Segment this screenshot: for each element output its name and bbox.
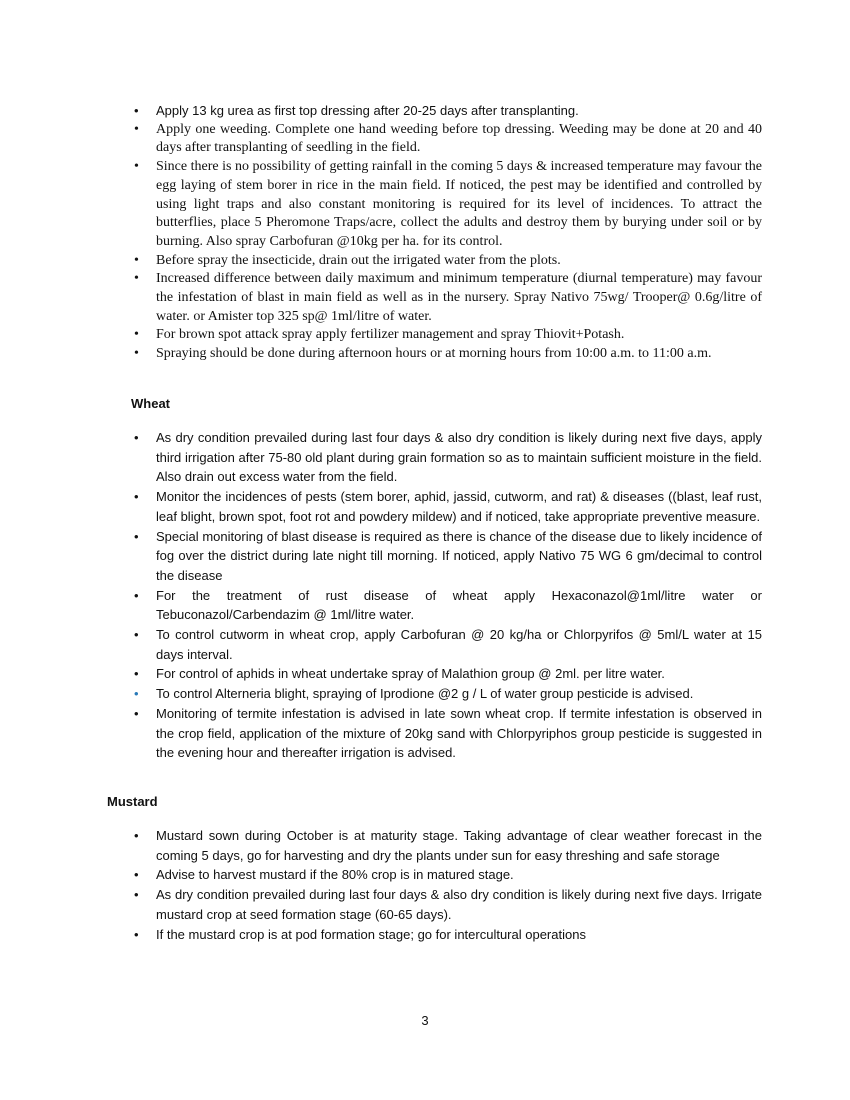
section-heading-mustard: Mustard <box>107 794 158 809</box>
list-item <box>134 664 762 684</box>
list-item <box>134 885 762 924</box>
list-item-text: As dry condition prevailed during last four days & also dry condition is likely during next five days. Irrigate mustard crop at seed formation stage (60-65 days). <box>156 887 762 922</box>
bullet-icon: • <box>134 252 139 268</box>
list-item-text: Mustard sown during October is at maturity stage. Taking advantage of clear weather forecast in the coming 5 days, go for harvesting and dry the plants under sun for easy threshing and safe storage <box>156 828 762 863</box>
mustard-advisory-list <box>134 826 762 944</box>
list-item-text: To control cutworm in wheat crop, apply Carbofuran @ 20 kg/ha or Chlorpyrifos @ 5ml/L water at 15 days interval. <box>156 627 762 662</box>
list-item-text: To control Alterneria blight, spraying of Iprodione @2 g / L of water group pesticide is advised. <box>156 686 694 702</box>
bullet-icon: • <box>134 346 139 362</box>
bullet-icon: • <box>134 489 139 505</box>
list-item <box>134 428 762 487</box>
list-item <box>134 326 762 345</box>
bullet-icon: • <box>134 705 139 721</box>
bullet-icon: • <box>134 103 139 118</box>
list-item <box>134 625 762 664</box>
list-item <box>134 158 762 252</box>
list-item-text: Since there is no possibility of getting rainfall in the coming 5 days & increased temperature may favour the egg laying of stem borer in rice in the main field. If noticed, the pest may be identified and controlled by using light traps and also constant monitoring is required for its level of incidences. To attract the butterflies, place 5 Pheromone Traps/acre, collect the adults and destroy them by burying under soil or by burning. Also spray Carbofuran @10kg per ha. for its control. <box>156 159 762 249</box>
list-item <box>134 252 762 271</box>
list-item-text: Advise to harvest mustard if the 80% crop is in matured stage. <box>156 867 514 883</box>
list-item-text: Special monitoring of blast disease is required as there is chance of the disease due to likely incidence of fog over the district during late night till morning. If noticed, apply Nativo 75 WG 6 gm/decimal to control the disease <box>156 528 762 583</box>
list-item <box>134 527 762 586</box>
bullet-icon: • <box>134 828 139 843</box>
list-item-text: Before spray the insecticide, drain out the irrigated water from the plots. <box>156 252 561 268</box>
bullet-icon: • <box>134 686 139 702</box>
list-item <box>134 704 762 763</box>
list-item-text: Apply one weeding. Complete one hand weeding before top dressing. Weeding may be done at 20 and 40 days after transplanting of seedling in the field. <box>156 121 762 156</box>
list-item-text: Monitoring of termite infestation is advised in late sown wheat crop. If termite infestation is observed in the crop field, application of the mixture of 20kg sand with Chlorpyriphos group pesticide is suggested in the evening hour and thereafter irrigation is advised. <box>156 705 762 761</box>
list-item-text: If the mustard crop is at pod formation stage; go for intercultural operations <box>156 926 586 942</box>
list-item-text: Spraying should be done during afternoon hours or at morning hours from 10:00 a.m. to 11:00 a.m. <box>156 346 712 362</box>
bullet-icon: • <box>134 587 139 603</box>
list-item-text: For the treatment of rust disease of wheat apply Hexaconazol@1ml/litre water or Tebuconazol/Carbendazim @ 1ml/litre water. <box>156 587 762 623</box>
bullet-icon: • <box>134 430 139 445</box>
rice-advisory-list <box>134 101 762 364</box>
list-item <box>134 865 762 885</box>
bullet-icon: • <box>134 271 139 287</box>
bullet-icon: • <box>134 528 139 544</box>
list-item-text: Increased difference between daily maximum and minimum temperature (diurnal temperature) may favour the infestation of blast in main field as well as in the nursery. Spray Nativo 75wg/ Trooper@ 0.6g/litre of water. or Amister top 325 sp@ 1ml/litre of water. <box>156 271 762 324</box>
list-item <box>134 826 762 865</box>
list-item <box>134 586 762 625</box>
bullet-icon: • <box>134 887 139 903</box>
list-item <box>134 925 762 945</box>
bullet-icon: • <box>134 159 139 175</box>
bullet-icon: • <box>134 327 139 343</box>
list-item-text: As dry condition prevailed during last four days & also dry condition is likely during next five days, apply third irrigation after 75-80 old plant during grain formation so as to maintain sufficient moisture in the field. Also drain out excess water from the field. <box>156 430 762 485</box>
bullet-icon: • <box>134 867 139 883</box>
page-number: 3 <box>421 1013 429 1028</box>
list-item <box>134 121 762 158</box>
list-item <box>134 345 762 364</box>
list-item <box>134 684 762 704</box>
wheat-advisory-list <box>134 428 762 763</box>
list-item-text: For control of aphids in wheat undertake spray of Malathion group @ 2ml. per litre water. <box>156 666 665 682</box>
list-item-text: Apply 13 kg urea as first top dressing after 20-25 days after transplanting. <box>156 103 579 118</box>
list-item <box>134 101 762 121</box>
list-item-text: Monitor the incidences of pests (stem borer, aphid, jassid, cutworm, and rat) & diseases ((blast, leaf rust, leaf blight, brown spot, foot rot and powdery mildew) and if noticed, take appropriate preventive measure. <box>156 489 762 524</box>
list-item-text: For brown spot attack spray apply fertilizer management and spray Thiovit+Potash. <box>156 327 625 343</box>
list-item <box>134 487 762 526</box>
bullet-icon: • <box>134 121 139 137</box>
bullet-icon: • <box>134 666 139 682</box>
bullet-icon: • <box>134 627 139 643</box>
section-heading-wheat: Wheat <box>131 396 170 411</box>
list-item <box>134 270 762 326</box>
bullet-icon: • <box>134 926 139 942</box>
